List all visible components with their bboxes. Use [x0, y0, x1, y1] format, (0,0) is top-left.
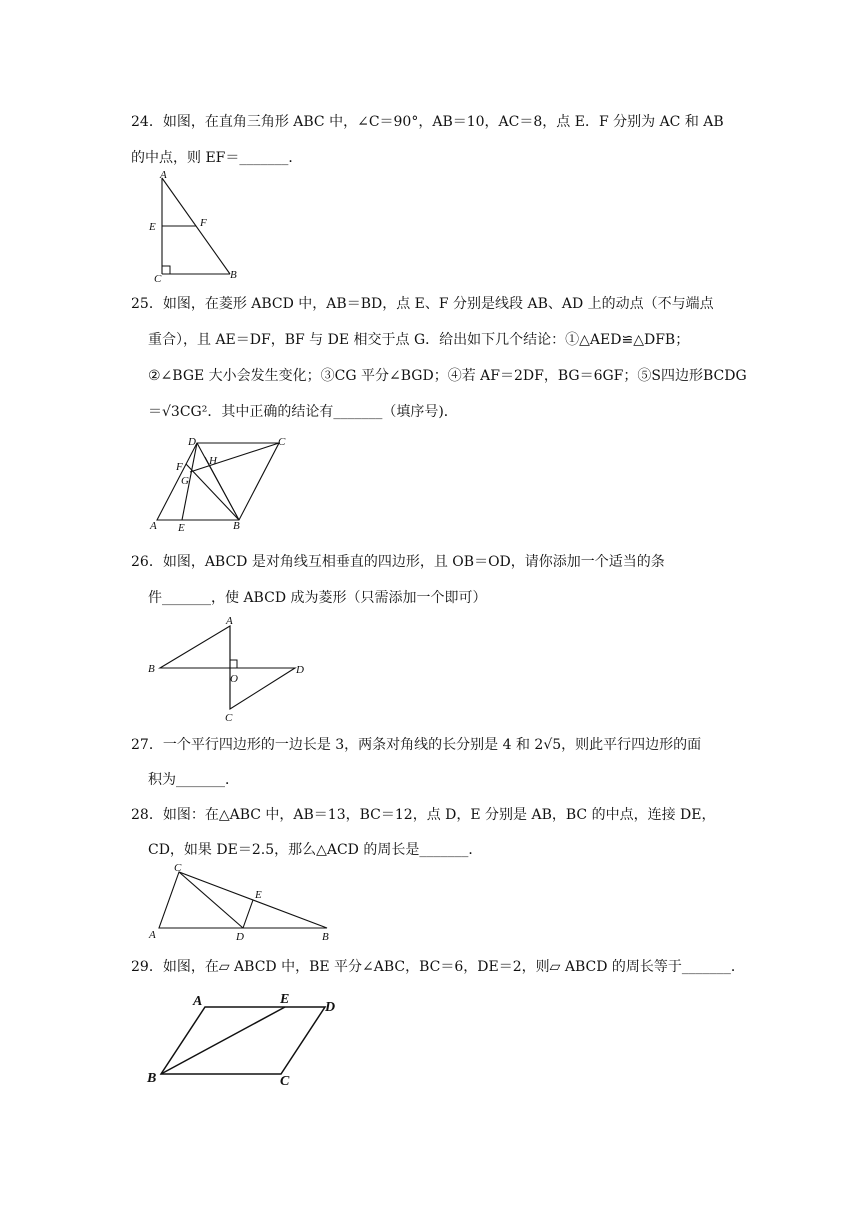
- q24-figure: [140, 168, 250, 287]
- q24-label-a: A: [160, 169, 167, 181]
- q26-line-1: 26．如图，ABCD 是对角线互相垂直的四边形，且 OB＝OD，请你添加一个适当的条: [131, 554, 665, 570]
- q26-line-2: 件_______，使 ABCD 成为菱形（只需添加一个即可）: [148, 590, 487, 606]
- q26-label-o: O: [230, 673, 238, 685]
- q28-label-b: B: [322, 931, 329, 943]
- q24-label-f: F: [200, 217, 207, 229]
- q28-line-2: CD，如果 DE＝2.5，那么△ACD 的周长是_______．: [148, 842, 483, 858]
- q29-label-c: C: [280, 1074, 290, 1089]
- q26-label-a: A: [226, 615, 233, 627]
- q28-label-e: E: [255, 889, 262, 901]
- q29-figure: [143, 985, 353, 1099]
- q26-figure: [143, 612, 318, 728]
- q26-label-c: C: [225, 712, 233, 724]
- q26-label-d: D: [296, 664, 304, 676]
- q25-label-a: A: [150, 520, 157, 532]
- q28-line-1: 28．如图：在△ABC 中，AB＝13，BC＝12，点 D，E 分别是 AB，BC 的中点，连接 DE，: [131, 807, 716, 823]
- q25-label-e: E: [178, 522, 185, 534]
- q27-line-1: 27．一个平行四边形的一边长是 3，两条对角线的长分别是 4 和 2√5，则此平行四边形的面: [131, 737, 702, 753]
- q24-line-1: 24．如图，在直角三角形 ABC 中，∠C＝90°，AB＝10，AC＝8，点 E．F 分别为 AC 和 AB: [131, 114, 724, 130]
- q24-label-e: E: [149, 221, 156, 233]
- q29-label-e: E: [280, 992, 290, 1007]
- q25-label-d: D: [188, 436, 196, 448]
- q28-label-a: A: [149, 929, 156, 941]
- q25-label-c: C: [278, 436, 286, 448]
- q25-label-b: B: [233, 520, 240, 532]
- q24-label-b: B: [230, 269, 237, 281]
- q25-line-3: ②∠BGE 大小会发生变化；③CG 平分∠BGD；④若 AF＝2DF，BG＝6GF；⑤S四边形BCDG: [148, 368, 747, 384]
- q26-label-b: B: [148, 663, 155, 675]
- q28-label-d: D: [236, 931, 244, 943]
- q24-label-c: C: [154, 273, 162, 283]
- q29-label-b: B: [147, 1071, 157, 1086]
- q25-line-2: 重合），且 AE＝DF，BF 与 DE 相交于点 G．给出如下几个结论：①△AED≌△DFB；: [148, 332, 690, 348]
- q25-label-h: H: [209, 455, 217, 467]
- q25-label-f: F: [176, 461, 183, 473]
- q24-line-2: 的中点，则 EF＝_______．: [131, 150, 303, 166]
- q25-figure: [145, 433, 295, 542]
- q28-figure: [145, 860, 340, 949]
- q29-label-a: A: [193, 994, 203, 1009]
- q25-line-1: 25．如图，在菱形 ABCD 中，AB＝BD，点 E、F 分别是线段 AB、AD 上的动点（不与端点: [131, 296, 714, 312]
- q27-line-2: 积为_______．: [148, 772, 239, 788]
- q29-line-1: 29．如图，在▱ ABCD 中，BE 平分∠ABC，BC＝6，DE＝2，则▱ ABCD 的周长等于_______．: [131, 959, 745, 975]
- q25-label-g: G: [181, 475, 189, 487]
- q29-label-d: D: [325, 1000, 336, 1015]
- q25-line-4: ＝√3CG²．其中正确的结论有_______（填序号)．: [148, 404, 458, 420]
- q28-label-c: C: [174, 862, 182, 874]
